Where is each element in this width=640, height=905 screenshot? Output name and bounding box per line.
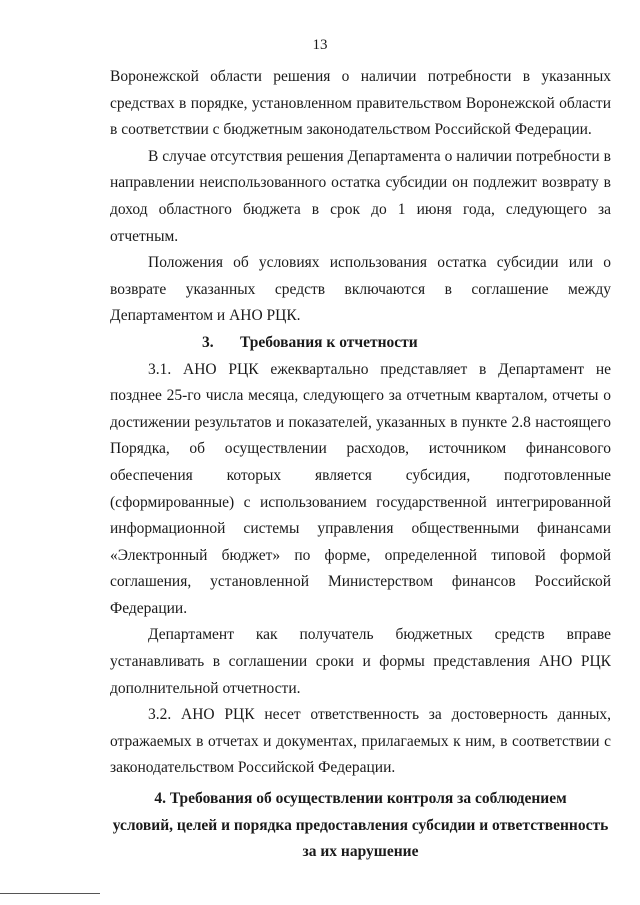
section-4-heading [110, 786, 611, 866]
section-4-heading-line: условий, целей и порядка предоставления субсидии и ответственность [112, 816, 609, 834]
page-number: 13 [312, 37, 328, 53]
section-3-heading [110, 330, 611, 357]
paragraph-unused-balance: В случае отсутствия решения Департамента о наличии потребности в направлении неиспользованного остатка субсидии он подлежит возврату в доход областного бюджета в срок до 1 июня года, следующего за отчетным. [110, 147, 611, 245]
paragraph-additional-reporting: Департамент как получатель бюджетных средств вправе устанавливать в соглашении сроки и формы представления АНО РЦК дополнительной отчетности. [110, 626, 611, 697]
paragraph-3-2: 3.2. АНО РЦК несет ответственность за достоверность данных, отражаемых в отчетах и документах, прилагаемых к ним, в соответствии с законодательством Российской Федерации. [110, 706, 611, 777]
footnote-separator-line [0, 893, 100, 894]
document-body [110, 64, 611, 866]
paragraph-3-1: 3.1. АНО РЦК ежеквартально представляет в Департамент не позднее 25-го числа месяца, следующего за отчетным кварталом, отчеты о достижении результатов и показателей, указанных в пункте 2.8 настоящего Порядка, об осуществлении расходов, источником финансового обеспечения которых является субсидия, подготовленные (сформированные) с использованием государственной интегрированной информационной системы управления общественными финансами «Электронный бюджет» по форме, определенной типовой формой соглашения, установленной Министерством финансов Российской Федерации. [110, 360, 611, 617]
section-4-heading-line: 4. Требования об осуществлении контроля за соблюдением [154, 790, 567, 808]
section-3-number: 3. [202, 333, 214, 351]
paragraph-continuation: Воронежской области решения о наличии потребности в указанных средствах в порядке, установленном правительством Воронежской области в соответствии с бюджетным законодательством Российской Федерации. [110, 68, 611, 139]
section-3-title: Требования к отчетности [240, 333, 418, 351]
paragraph-agreement-provisions: Положения об условиях использования остатка субсидии или о возврате указанных средств включаются в соглашение между Департаментом и АНО РЦК. [110, 254, 611, 325]
section-4-heading-line: за их нарушение [302, 843, 419, 861]
